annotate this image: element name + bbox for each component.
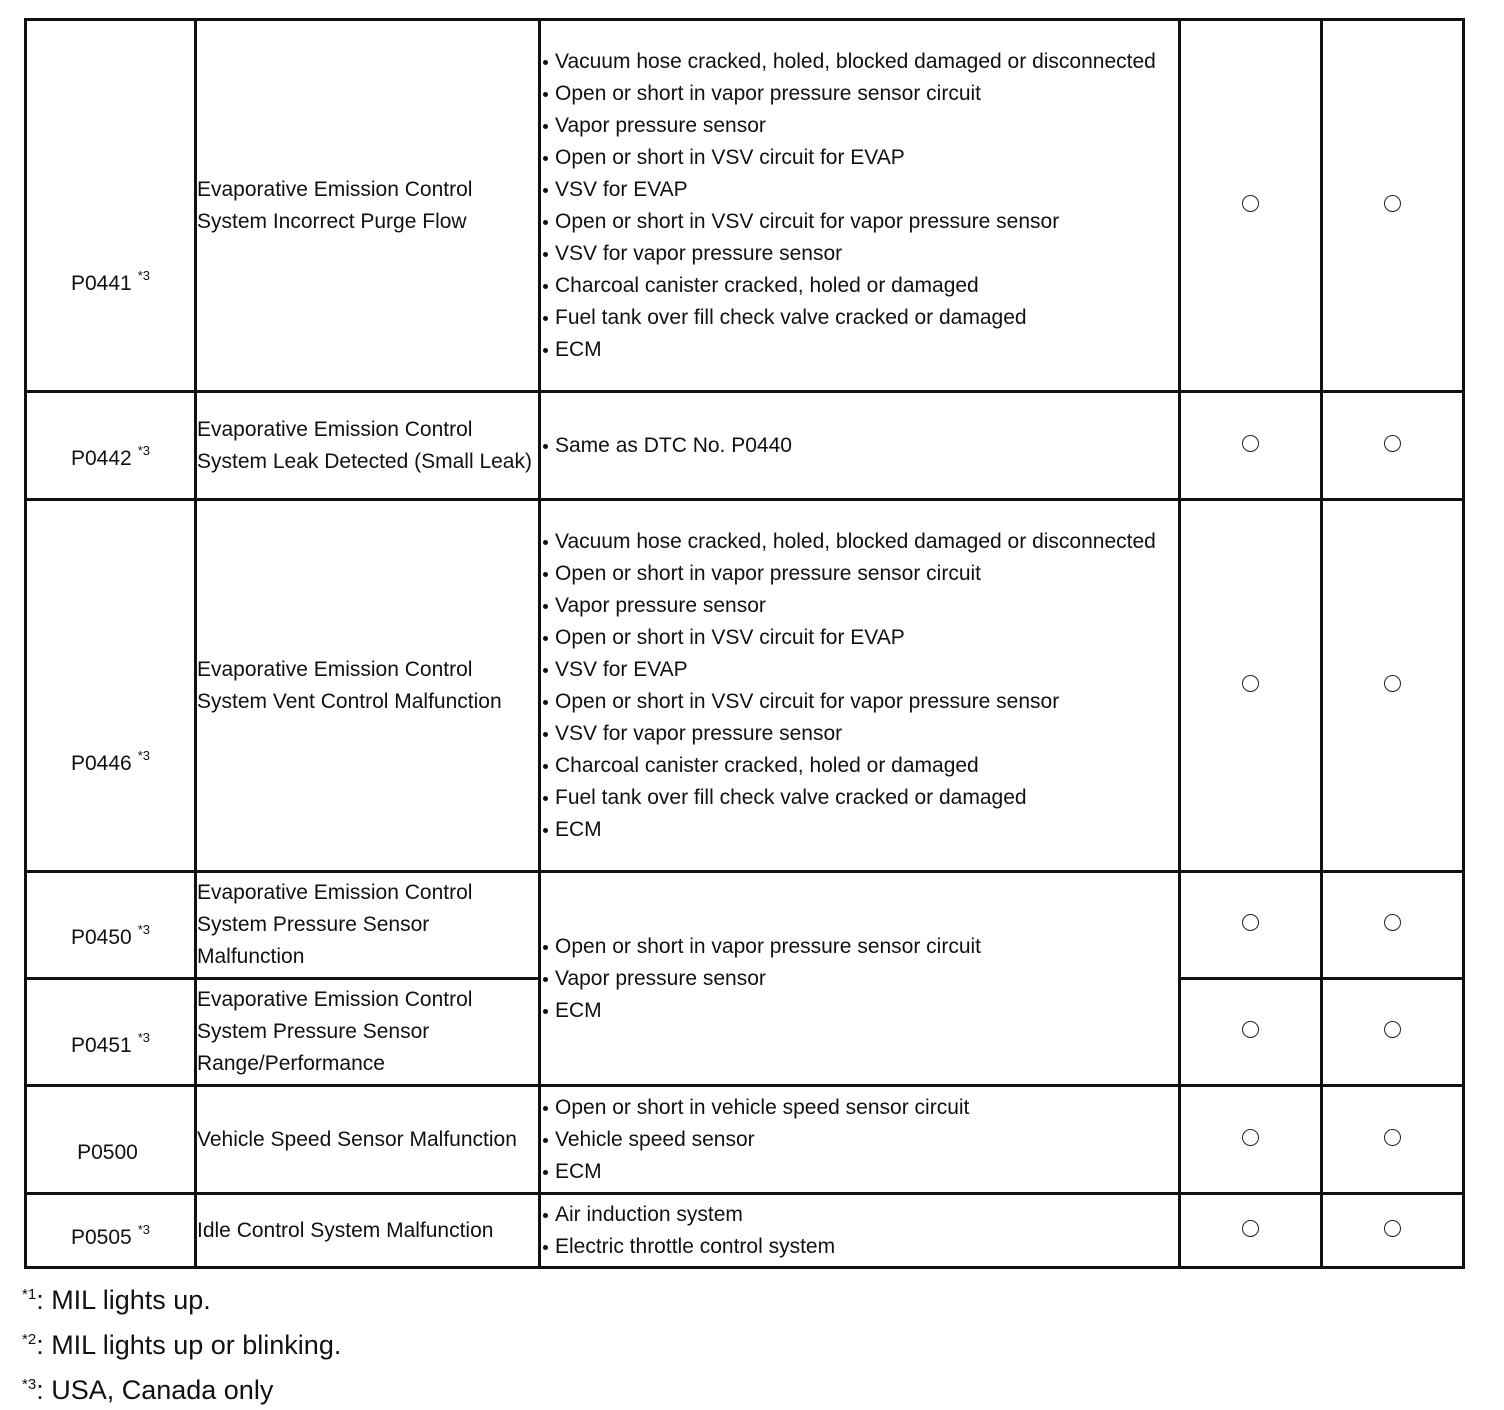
dtc-code-note: *3 xyxy=(137,922,151,937)
trouble-area-item: Fuel tank over fill check valve cracked or damaged xyxy=(541,782,1178,814)
dtc-code-cell xyxy=(26,392,196,500)
dtc-code: P0442 xyxy=(70,446,132,470)
trouble-area-item: Vapor pressure sensor xyxy=(541,963,1178,995)
trouble-area-item: Open or short in vehicle speed sensor circuit xyxy=(541,1092,1178,1124)
trouble-area-item: ECM xyxy=(541,995,1178,1027)
trouble-area-item: VSV for EVAP xyxy=(541,654,1178,686)
dtc-code: P0451 xyxy=(70,1034,132,1057)
dtc-code-cell xyxy=(26,872,196,979)
detection-item: Evaporative Emission Control System Pressure Sensor Range/Performance xyxy=(196,979,540,1086)
trouble-area-item: Vapor pressure sensor xyxy=(541,110,1178,142)
mark-cell xyxy=(1322,392,1464,500)
dtc-code-cell xyxy=(26,1086,196,1194)
dtc-code-cell xyxy=(26,500,196,872)
footnote-mark: *1 xyxy=(22,1286,37,1303)
footnote xyxy=(22,1275,1462,1320)
detection-item: Evaporative Emission Control System Incorrect Purge Flow xyxy=(196,20,540,392)
detection-item: Evaporative Emission Control System Pressure Sensor Malfunction xyxy=(196,872,540,979)
circle-mark-icon xyxy=(1242,435,1259,452)
mark-cell xyxy=(1180,392,1322,500)
dtc-code-note: *3 xyxy=(137,267,151,283)
mark-cell xyxy=(1180,20,1322,392)
circle-mark-icon xyxy=(1242,195,1259,212)
trouble-area xyxy=(540,500,1180,872)
detection-item: Evaporative Emission Control System Leak Detected (Small Leak) xyxy=(196,392,540,500)
circle-mark-icon xyxy=(1384,1220,1401,1237)
trouble-area-item: Open or short in VSV circuit for vapor pressure sensor xyxy=(541,686,1178,718)
circle-mark-icon xyxy=(1384,1129,1401,1146)
circle-mark-icon xyxy=(1384,1021,1401,1038)
trouble-area-item: Open or short in vapor pressure sensor circuit xyxy=(541,78,1178,110)
footnote xyxy=(22,1320,1462,1365)
mark-cell xyxy=(1180,1086,1322,1194)
dtc-code-cell xyxy=(26,20,196,392)
detection-item: Vehicle Speed Sensor Malfunction xyxy=(196,1086,540,1194)
dtc-code-note: *3 xyxy=(137,442,151,458)
table-row xyxy=(26,500,1464,872)
footnote-mark: *2 xyxy=(22,1331,37,1348)
trouble-area-item: ECM xyxy=(541,334,1178,366)
dtc-code-note: *3 xyxy=(137,1221,151,1237)
table-row xyxy=(26,20,1464,392)
trouble-area-item: Open or short in VSV circuit for vapor pressure sensor xyxy=(541,206,1178,238)
mark-cell xyxy=(1322,979,1464,1086)
footnote-mark: *3 xyxy=(22,1376,37,1393)
circle-mark-icon xyxy=(1384,435,1401,452)
circle-mark-icon xyxy=(1242,1129,1259,1146)
trouble-area-item: Open or short in VSV circuit for EVAP xyxy=(541,142,1178,174)
trouble-area-item: ECM xyxy=(541,1156,1178,1188)
table-row xyxy=(26,1194,1464,1268)
trouble-area-item: Air induction system xyxy=(541,1199,1178,1231)
trouble-area-item: Vehicle speed sensor xyxy=(541,1124,1178,1156)
circle-mark-icon xyxy=(1242,1021,1259,1038)
trouble-area-item: Charcoal canister cracked, holed or damaged xyxy=(541,750,1178,782)
mark-cell xyxy=(1322,20,1464,392)
dtc-sheet xyxy=(24,18,1462,1410)
trouble-area-item: Open or short in vapor pressure sensor circuit xyxy=(541,931,1178,963)
trouble-area-item: VSV for vapor pressure sensor xyxy=(541,718,1178,750)
table-row xyxy=(26,392,1464,500)
table-row xyxy=(26,872,1464,979)
footnote-text: : MIL lights up. xyxy=(36,1285,211,1315)
mark-cell xyxy=(1322,872,1464,979)
footnote xyxy=(22,1365,1462,1410)
footnote-text: : MIL lights up or blinking. xyxy=(36,1330,342,1360)
dtc-code: P0450 xyxy=(70,926,132,949)
table-row xyxy=(26,1086,1464,1194)
dtc-table xyxy=(24,18,1465,1269)
dtc-code-note: *3 xyxy=(137,747,151,763)
trouble-area xyxy=(540,1194,1180,1268)
circle-mark-icon xyxy=(1242,914,1259,931)
mark-cell xyxy=(1180,500,1322,872)
dtc-code-cell xyxy=(26,1194,196,1268)
dtc-code-cell xyxy=(26,979,196,1086)
trouble-area-item: Same as DTC No. P0440 xyxy=(541,430,1178,462)
circle-mark-icon xyxy=(1384,195,1401,212)
mark-cell xyxy=(1180,1194,1322,1268)
circle-mark-icon xyxy=(1242,1220,1259,1237)
trouble-area-item: Charcoal canister cracked, holed or damaged xyxy=(541,270,1178,302)
circle-mark-icon xyxy=(1242,675,1259,692)
dtc-code: P0505 xyxy=(70,1225,132,1249)
trouble-area-item: ECM xyxy=(541,814,1178,846)
footnote-text: : USA, Canada only xyxy=(36,1375,274,1405)
dtc-code-note: *3 xyxy=(137,1030,151,1045)
footnotes xyxy=(22,1275,1462,1410)
detection-item: Evaporative Emission Control System Vent Control Malfunction xyxy=(196,500,540,872)
trouble-area-item: VSV for vapor pressure sensor xyxy=(541,238,1178,270)
trouble-area xyxy=(540,872,1180,1086)
trouble-area-item: Vacuum hose cracked, holed, blocked damaged or disconnected xyxy=(541,46,1178,78)
mark-cell xyxy=(1322,1194,1464,1268)
trouble-area-item: Open or short in VSV circuit for EVAP xyxy=(541,622,1178,654)
trouble-area-item: Vapor pressure sensor xyxy=(541,590,1178,622)
mark-cell xyxy=(1180,979,1322,1086)
trouble-area-item: Electric throttle control system xyxy=(541,1231,1178,1263)
circle-mark-icon xyxy=(1384,914,1401,931)
circle-mark-icon xyxy=(1384,675,1401,692)
mark-cell xyxy=(1322,1086,1464,1194)
dtc-code: P0441 xyxy=(70,271,132,295)
trouble-area-item: Fuel tank over fill check valve cracked or damaged xyxy=(541,302,1178,334)
mark-cell xyxy=(1322,500,1464,872)
dtc-code: P0446 xyxy=(70,751,132,775)
trouble-area xyxy=(540,392,1180,500)
trouble-area-item: VSV for EVAP xyxy=(541,174,1178,206)
trouble-area-item: Vacuum hose cracked, holed, blocked damaged or disconnected xyxy=(541,526,1178,558)
trouble-area xyxy=(540,1086,1180,1194)
mark-cell xyxy=(1180,872,1322,979)
trouble-area-item: Open or short in vapor pressure sensor circuit xyxy=(541,558,1178,590)
dtc-code: P0500 xyxy=(77,1140,138,1164)
trouble-area xyxy=(540,20,1180,392)
detection-item: Idle Control System Malfunction xyxy=(196,1194,540,1268)
